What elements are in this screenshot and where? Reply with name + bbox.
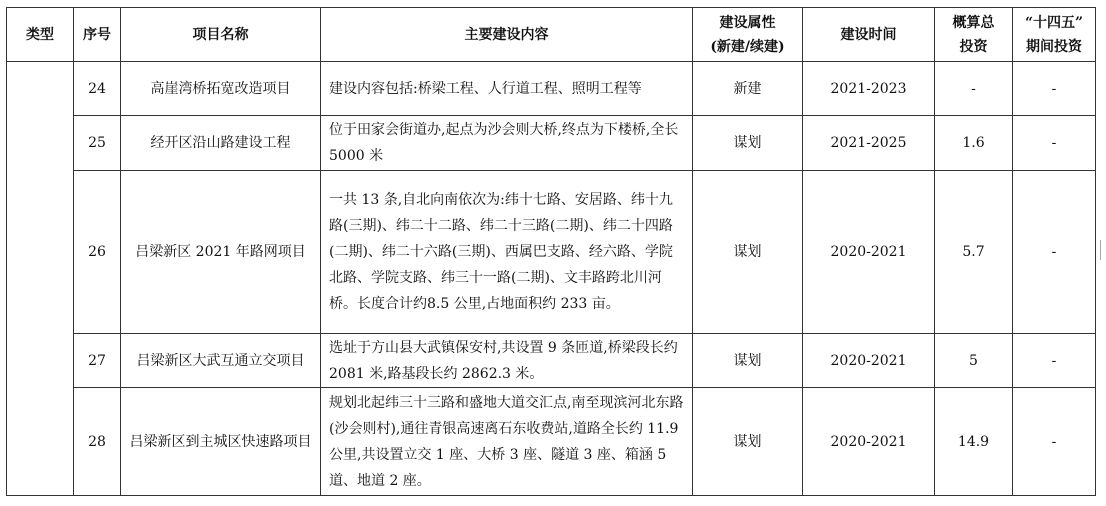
header-seq: 序号 (74, 8, 121, 62)
invest-cell: 5 (935, 334, 1013, 388)
header-plan-line1: “十四五” (1024, 14, 1084, 31)
projects-table (6, 7, 1096, 496)
seq-cell: 27 (74, 334, 121, 388)
seq-cell: 28 (74, 388, 121, 496)
table-row (7, 388, 1096, 496)
seq-cell: 26 (74, 171, 121, 334)
header-attr-line1: 建设属性 (719, 14, 776, 31)
header-invest-line1: 概算总 (952, 14, 995, 31)
name-cell: 吕梁新区大武互通立交项目 (121, 334, 321, 388)
header-row (7, 8, 1096, 62)
attr-cell: 谋划 (693, 388, 803, 496)
header-attr-line2: (新建/续建) (710, 38, 785, 55)
header-type: 类型 (7, 8, 74, 62)
header-invest (935, 8, 1013, 62)
attr-cell: 谋划 (693, 171, 803, 334)
plan-cell: - (1013, 62, 1096, 116)
time-cell: 2021-2023 (803, 62, 935, 116)
table-row (7, 62, 1096, 116)
header-invest-line2: 投资 (959, 38, 988, 55)
header-plan-line2: 期间投资 (1026, 38, 1082, 55)
time-cell: 2020-2021 (803, 334, 935, 388)
name-cell: 吕梁新区到主城区快速路项目 (121, 388, 321, 496)
table-row (7, 171, 1096, 334)
content-cell: 规划北起纬三十三路和盛地大道交汇点,南至现滨河北东路(沙会则村),通往青银高速离石东收费站,道路全长约 11.9 公里,共设置立交 1 座、大桥 3 座、隧道 3 座、箱涵 5 道、地道 2 座。 (321, 388, 693, 496)
table-row (7, 116, 1096, 171)
name-cell: 吕梁新区 2021 年路网项目 (121, 171, 321, 334)
time-cell: 2021-2025 (803, 116, 935, 171)
header-plan (1013, 8, 1096, 62)
seq-cell: 25 (74, 116, 121, 171)
page-edge-mark (1100, 240, 1101, 260)
time-cell: 2020-2021 (803, 388, 935, 496)
attr-cell: 谋划 (693, 334, 803, 388)
header-name: 项目名称 (121, 8, 321, 62)
table-row (7, 334, 1096, 388)
name-cell: 高崖湾桥拓宽改造项目 (121, 62, 321, 116)
content-cell: 一共 13 条,自北向南依次为:纬十七路、安居路、纬十九路(三期)、纬二十二路、纬二十三路(二期)、纬二十四路(二期)、纬二十六路(三期)、西属巴支路、经六路、学院北路、学院支路、纬三十一路(二期)、文丰路跨北川河桥。长度合计约8.5 公里,占地面积约 233 亩。 (321, 171, 693, 334)
content-cell: 位于田家会街道办,起点为沙会则大桥,终点为下楼桥,全长 5000 米 (321, 116, 693, 171)
invest-cell: - (935, 62, 1013, 116)
plan-cell: - (1013, 334, 1096, 388)
time-cell: 2020-2021 (803, 171, 935, 334)
name-cell: 经开区沿山路建设工程 (121, 116, 321, 171)
header-time: 建设时间 (803, 8, 935, 62)
invest-cell: 1.6 (935, 116, 1013, 171)
plan-cell: - (1013, 171, 1096, 334)
invest-cell: 5.7 (935, 171, 1013, 334)
plan-cell: - (1013, 116, 1096, 171)
content-cell: 选址于方山县大武镇保安村,共设置 9 条匝道,桥梁段长约 2081 米,路基段长约 2862.3 米。 (321, 334, 693, 388)
seq-cell: 24 (74, 62, 121, 116)
attr-cell: 谋划 (693, 116, 803, 171)
content-cell: 建设内容包括:桥梁工程、人行道工程、照明工程等 (321, 62, 693, 116)
invest-cell: 14.9 (935, 388, 1013, 496)
type-cell (7, 62, 74, 496)
attr-cell: 新建 (693, 62, 803, 116)
header-content: 主要建设内容 (321, 8, 693, 62)
header-attr (693, 8, 803, 62)
plan-cell: - (1013, 388, 1096, 496)
